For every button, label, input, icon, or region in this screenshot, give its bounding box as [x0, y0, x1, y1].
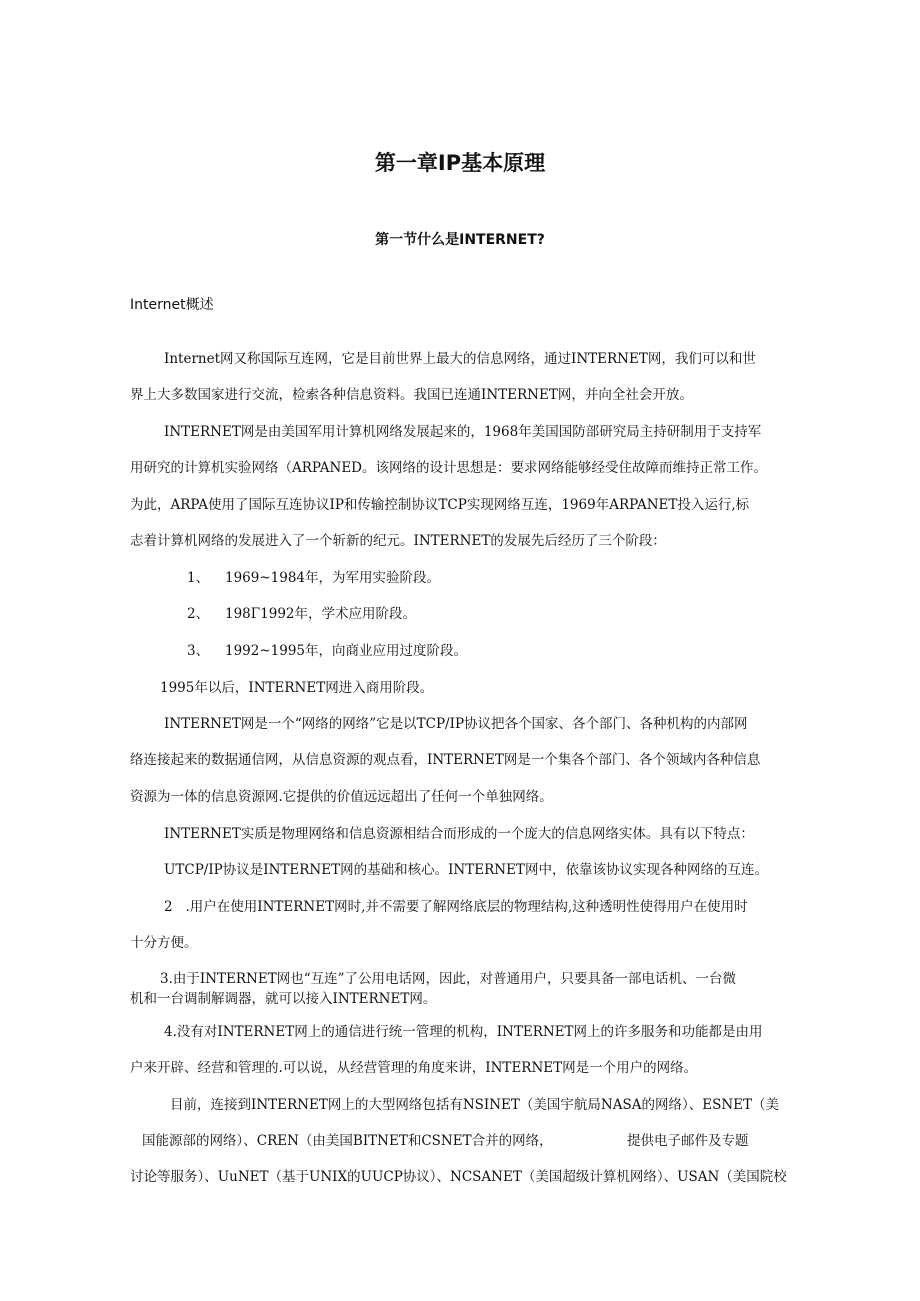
stage-list-item — [187, 605, 416, 623]
section-title: 第一节什么是INTERNET? — [375, 232, 545, 248]
paragraph-7-line-1: 2 .用户在使用INTERNET网时,并不需要了解网络底层的物理结构,这种透明性使得用户在使用时 — [164, 899, 748, 915]
paragraph-2-line-4: 志着计算机网络的发展进入了一个斩新的纪元。INTERNET的发展先后经历了三个阶段： — [130, 533, 666, 549]
paragraph-4-line-1: INTERNET网是一个“网络的网络”它是以TCP/IP协议把各个国家、各个部门、各种机构的内部网 — [164, 716, 748, 732]
stage-list-item — [187, 642, 467, 660]
paragraph-1-line-1: Internet网又称国际互连网，它是目前世界上最大的信息网络，通过INTERNET网，我们可以和世 — [164, 351, 756, 367]
stage-number: 1、 — [187, 570, 210, 586]
stage-list-item — [187, 569, 440, 587]
paragraph-6: UTCP/IP协议是INTERNET网的基础和核心。INTERNET网中，依靠该协议实现各种网络的互连。 — [164, 862, 768, 878]
paragraph-10-line-2a: 国能源部的网络）、CREN（由美国BITNET和CSNET合并的网络， — [142, 1133, 553, 1149]
paragraph-2-line-2: 用研究的计算机实验网络（ARPANED。该网络的设计思想是：要求网络能够经受住故障而维持正常工作。 — [130, 460, 767, 476]
paragraph-10-line-3: 讨论等服务）、UuNET（基于UNIX的UUCP协议）、NCSANET（美国超级计算机网络）、USAN（美国院校 — [130, 1169, 787, 1185]
stage-text: 1992~1995年，向商业应用过度阶段。 — [225, 643, 468, 659]
stage-number: 3、 — [187, 643, 210, 659]
paragraph-2-line-1: INTERNET网是由美国军用计算机网络发展起来的，1968年美国国防部研究局主持研制用于支持军 — [164, 424, 762, 440]
paragraph-10-line-1: 目前，连接到INTERNET网上的大型网络包括有NSINET（美国宇航局NASA的网络）、ESNET（美 — [170, 1097, 779, 1113]
stage-text: 198Γ1992年，学术应用阶段。 — [225, 606, 416, 622]
chapter-title: 第一章IP基本原理 — [374, 151, 546, 175]
paragraph-1-line-2: 界上大多数国家进行交流，检索各种信息资料。我国已连通INTERNET网，并向全社会开放。 — [130, 387, 693, 403]
paragraph-2-line-3: 为此，ARPA使用了国际互连协议IP和传输控制协议TCP实现网络互连，1969年ARPANET投入运行,标 — [130, 497, 750, 513]
paragraph-4-line-3: 资源为一体的信息资源网.它提供的价值远远超出了任何一个单独网络。 — [130, 789, 553, 805]
paragraph-9-line-1: 4.没有对INTERNET网上的通信进行统一管理的机构，INTERNET网上的许多服务和功能都是由用 — [164, 1024, 763, 1040]
paragraph-10-line-2b: 提供电子邮件及专题 — [627, 1133, 749, 1149]
paragraph-4-line-2: 络连接起来的数据通信网，从信息资源的观点看，INTERNET网是一个集各个部门、各个领域内各种信息 — [130, 752, 761, 768]
paragraph-8-line-2: 机和一台调制解调器，就可以接入INTERNET网。 — [130, 991, 437, 1007]
paragraph-8-line-1: 3.由于INTERNET网也“互连”了公用电话网，因此，对普通用户，只要具备一部电话机、一台微 — [160, 971, 737, 987]
paragraph-9-line-2: 户来开辟、经营和管理的.可以说，从经营管理的角度来讲，INTERNET网是一个用户的网络。 — [130, 1060, 698, 1076]
stage-number: 2、 — [187, 606, 210, 622]
paragraph-3: 1995年以后，INTERNET网进入商用阶段。 — [160, 680, 434, 696]
paragraph-5: INTERNET实质是物理网络和信息资源相结合而形成的一个庞大的信息网络实体。具有以下特点： — [164, 826, 754, 842]
overview-heading: Internet概述 — [130, 297, 214, 313]
stage-text: 1969~1984年，为军用实验阶段。 — [225, 570, 441, 586]
paragraph-7-line-2: 十分方便。 — [130, 935, 198, 951]
